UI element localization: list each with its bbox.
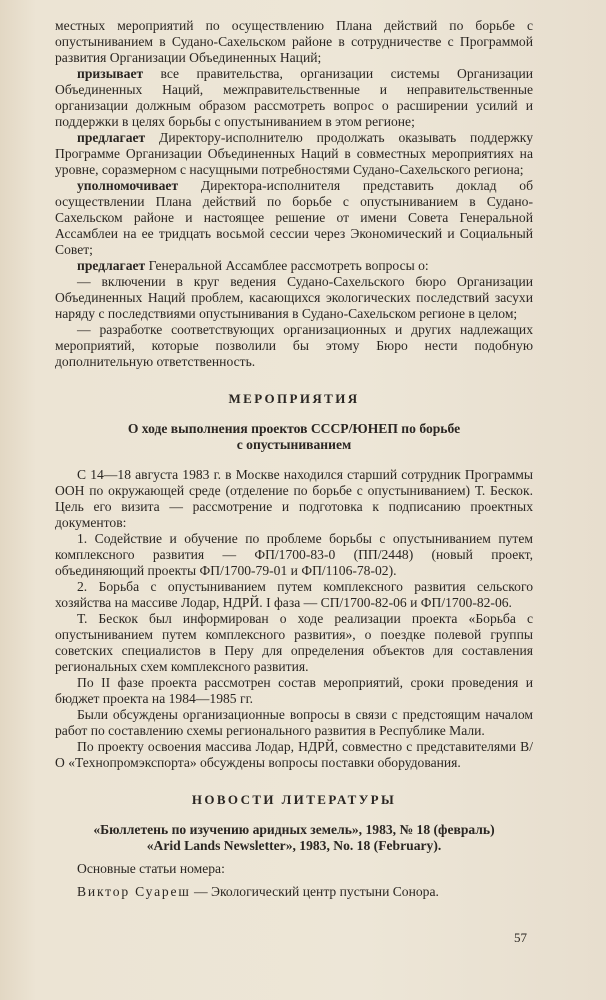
keyword: уполномочивает [77, 178, 179, 193]
keyword: предлагает [77, 130, 146, 145]
paragraph: Были обсуждены организационные вопросы в связи с предстоящим началом работ по составлению схемы регионального развития в Республике Мали. [55, 707, 533, 738]
section-subtitle: «Arid Lands Newsletter», 1983, No. 18 (February). [146, 838, 442, 853]
section-title: МЕРОПРИЯТИЯ [228, 391, 360, 406]
paragraph: Основные статьи номера: [77, 861, 225, 876]
section-subtitle: «Бюллетень по изучению аридных земель», 1983, № 18 (февраль) [93, 822, 495, 837]
keyword: предлагает [77, 258, 146, 273]
paragraph [55, 130, 533, 178]
section-subtitle: с опустыниванием [236, 437, 352, 452]
paragraph [55, 178, 533, 258]
paragraph [55, 258, 533, 274]
paragraph: С 14—18 августа 1983 г. в Москве находился старший сотрудник Программы ООН по окружающей среде (отделение по борьбе с опустыниванием) Т. Бескок. Цель его визита — рассмотрение и подготовка к подписанию проектных документов: [55, 467, 533, 530]
paragraph: 2. Борьба с опустыниванием путем комплексного развития сельского хозяйства на массиве Лодар, НДРЙ. I фаза — СП/1700-82-06 и ФП/1700-82-06. [55, 579, 533, 610]
page-content [55, 18, 533, 900]
paragraph-text: все правительства, организации системы Организации Объединенных Наций, межправительственные и неправительственные организации должным образом рассмотреть вопрос о расширении усилий и поддержки в целях борьбы с опустыниванием в этом регионе; [55, 66, 533, 129]
paragraph [55, 66, 533, 130]
paragraph-text: Директору-исполнителю продолжать оказывать поддержку Программе Организации Объединенных Наций в совместных мероприятиях на уровне, соразмерном с насущными потребностями Судано-Сахельского региона; [55, 130, 533, 177]
paragraph: По II фазе проекта рассмотрен состав мероприятий, сроки проведения и бюджет проекта на 1984—1985 гг. [55, 675, 533, 706]
paragraph-text: Генеральной Ассамблее рассмотреть вопросы о: [145, 258, 429, 273]
paragraph: 1. Содействие и обучение по проблеме борьбы с опустыниванием путем комплексного развития — ФП/1700-83-0 (ПП/2448) (новый проект, объединяющий проекты ФП/1700-79-01 и ФП/1106-78-02). [55, 531, 533, 578]
paragraph: Т. Бескок был информирован о ходе реализации проекта «Борьба с опустыниванием путем комплексного развития», о поездке полевой группы советских специалистов в Перу для определения объектов для составления региональных схем комплексного развития. [55, 611, 533, 674]
keyword: призывает [77, 66, 144, 81]
section-title: НОВОСТИ ЛИТЕРАТУРЫ [191, 792, 397, 807]
section-subtitle: О ходе выполнения проектов СССР/ЮНЕП по борьбе [127, 421, 461, 436]
paragraph: местных мероприятий по осуществлению Плана действий по борьбе с опустыниванием в Судано-Сахельском районе в сотрудничестве с Программой развития Организации Объединенных Наций; [55, 18, 533, 65]
author-name: Виктор Суареш [77, 884, 191, 899]
list-item: — включении в круг ведения Судано-Сахельского бюро Организации Объединенных Наций проблем, касающихся экологических последствий засухи наряду с последствиями опустынивания в Судано-Сахельском регионе в целом; [55, 274, 533, 321]
list-item: — разработке соответствующих организационных и других надлежащих мероприятий, которые позволили бы этому Бюро нести подобную дополнительную ответственность. [55, 322, 533, 369]
paragraph [55, 884, 533, 900]
paragraph: По проекту освоения массива Лодар, НДРЙ, совместно с представителями В/О «Технопромэкспорта» обсуждены вопросы поставки оборудования. [55, 739, 533, 770]
paragraph-text: — Экологический центр пустыни Сонора. [190, 884, 439, 899]
paragraph-text: Директора-исполнителя представить доклад об осуществлении Плана действий по борьбе с опустыниванием в Судано-Сахельском районе и настоящее решение от имени Совета Генеральной Ассамблеи на ее тридцать восьмой сессии через Экономический и Социальный Совет; [55, 178, 533, 257]
page-number: 57 [514, 930, 527, 945]
